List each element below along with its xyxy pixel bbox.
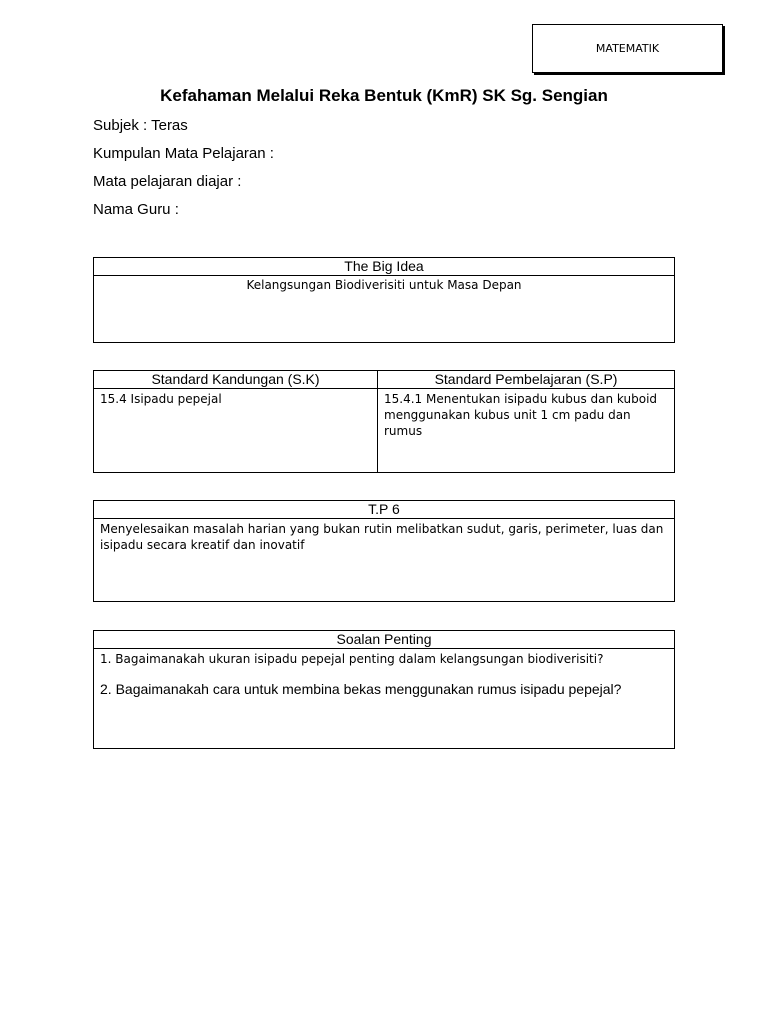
big-idea-heading: The Big Idea <box>94 258 674 276</box>
sp-text: 15.4.1 Menentukan isipadu kubus dan kuboid menggunakan kubus unit 1 cm padu dan rumus <box>384 392 658 438</box>
big-idea-text: Kelangsungan Biodiverisiti untuk Masa Depan <box>246 278 522 292</box>
standards-box <box>93 370 675 473</box>
sk-text: 15.4 Isipadu pepejal <box>100 392 222 406</box>
tp6-text: Menyelesaikan masalah harian yang bukan rutin melibatkan sudut, garis, perimeter, luas dan isipadu secara kreatif dan inovatif <box>100 522 664 552</box>
sk-heading: Standard Kandungan (S.K) <box>94 371 377 389</box>
soalan-penting-heading: Soalan Penting <box>94 631 674 649</box>
subject-tag-box <box>532 24 723 73</box>
soalan-penting-box <box>93 630 675 749</box>
standard-pembelajaran-column <box>378 371 674 472</box>
subject-tag: MATEMATIK <box>595 42 660 55</box>
meta-mata-pelajaran: Mata pelajaran diajar : <box>93 173 242 190</box>
meta-kumpulan: Kumpulan Mata Pelajaran : <box>93 145 274 162</box>
meta-subjek: Subjek : Teras <box>93 117 188 134</box>
sp-heading: Standard Pembelajaran (S.P) <box>378 371 674 389</box>
big-idea-box <box>93 257 675 343</box>
question-1: 1. Bagaimanakah ukuran isipadu pepejal penting dalam kelangsungan biodiverisiti? <box>100 652 604 666</box>
tp6-box <box>93 500 675 602</box>
meta-nama-guru: Nama Guru : <box>93 201 179 218</box>
question-2: 2. Bagaimanakah cara untuk membina bekas menggunakan rumus isipadu pepejal? <box>100 681 622 697</box>
document-title: Kefahaman Melalui Reka Bentuk (KmR) SK Sg. Sengian <box>160 86 608 105</box>
tp6-heading: T.P 6 <box>94 501 674 519</box>
standard-kandungan-column <box>94 371 378 472</box>
